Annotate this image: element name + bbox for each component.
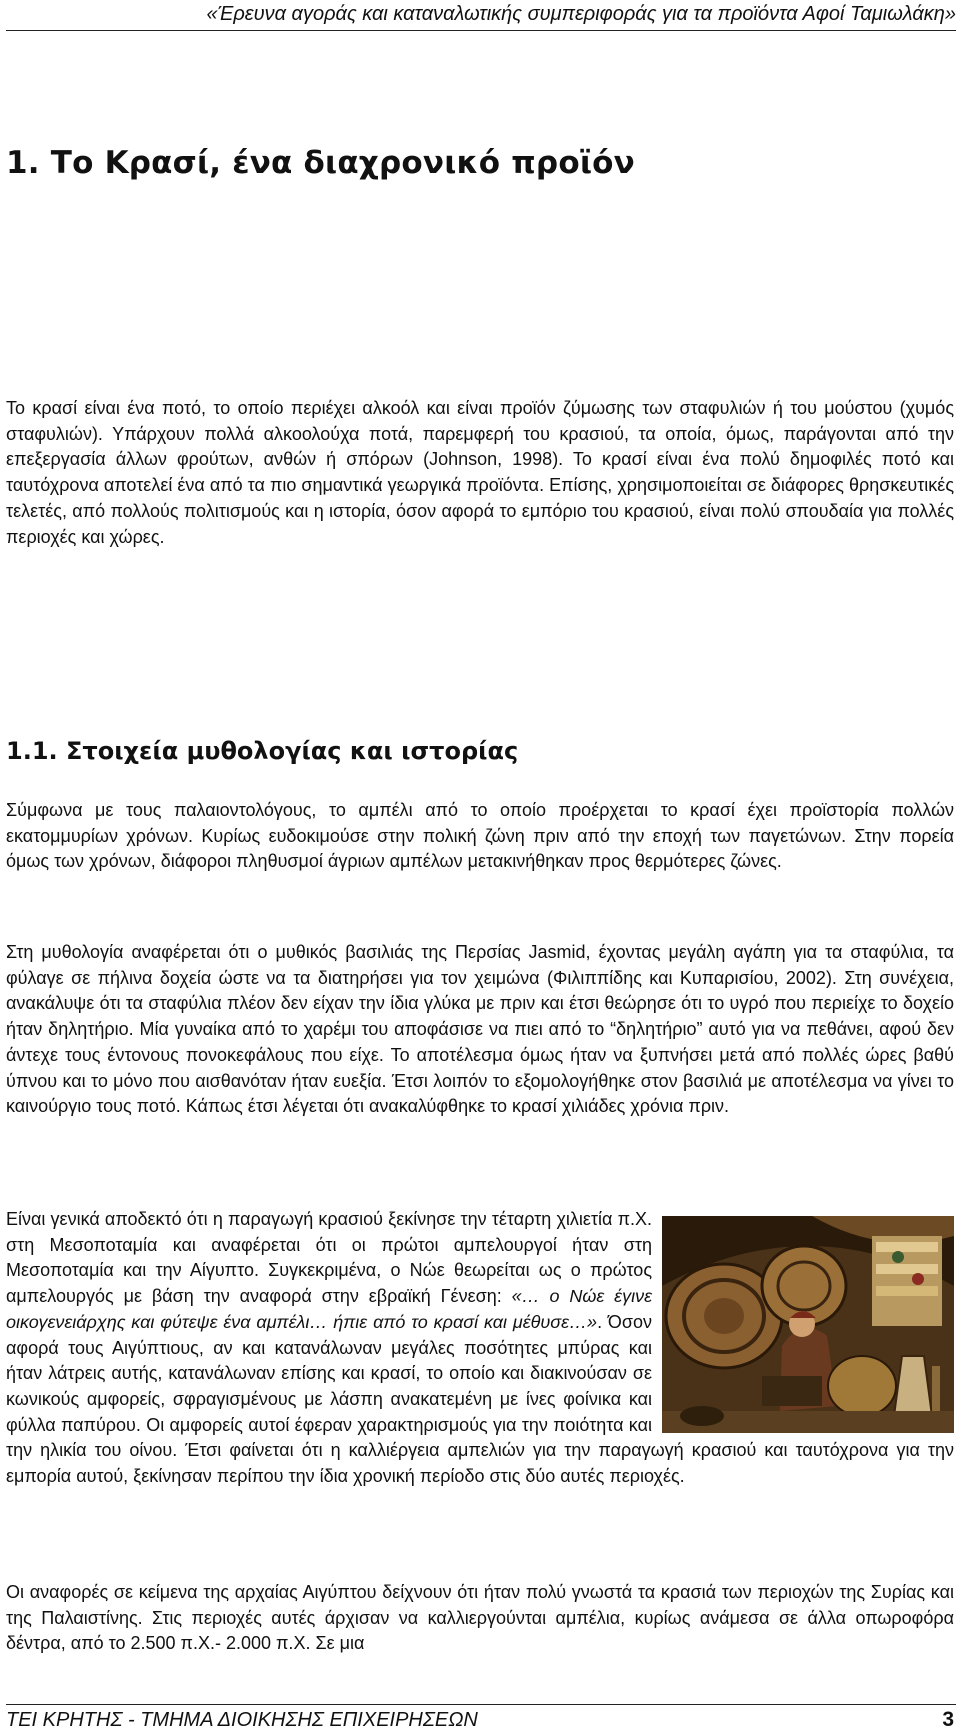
footer-rule xyxy=(6,1704,956,1705)
footer-institution: ΤΕΙ ΚΡΗΤΗΣ - ΤΜΗΜΑ ΔΙΟΙΚΗΣΗΣ ΕΠΙΧΕΙΡΗΣΕΩΝ xyxy=(6,1709,478,1731)
history-intro: Είναι γενικά αποδεκτό ότι η παραγωγή κρασιού ξεκίνησε την τέταρτη χιλιετία π.Χ. στη Μεσοποταμία και αναφέρεται ότι οι πρώτοι αμπελουργοί ήταν στη Μεσοποταμία και την Αίγυπτο. Συγκεκριμένα, ο Νώε θεωρείται ως ο πρώτος αμπελουργός με βάση την αναφορά στην εβραϊκή Γένεση: xyxy=(6,1209,652,1307)
header-rule xyxy=(6,30,956,31)
page-number: 3 xyxy=(942,1708,954,1731)
running-header: «Έρευνα αγοράς και καταναλωτικής συμπεριφοράς για τα προϊόντα Αφοί Ταμιωλάκη» xyxy=(206,3,956,25)
paragraph-intro: Το κρασί είναι ένα ποτό, το οποίο περιέχει αλκοόλ και είναι προϊόν ζύμωσης των σταφυλιών ή του μούστου (χυμός σταφυλιών). Υπάρχουν πολλά αλκοολούχα ποτά, παρεμφερή του κρασιού, τα οποία, όμως, παράγονται από την επεξεργασία άλλων φρούτων, ανθών ή σπόρων (Johnson, 1998). Το κρασί είναι ένα πολύ δημοφιλές ποτό και ταυτόχρονα αποτελεί ένα από τα πιο σημαντικά γεωργικά προϊόντα. Επίσης, χρησιμοποιείται σε διάφορες θρησκευτικές τελετές, από πολλούς πολιτισμούς και η ιστορία, όσον αφορά το εμπόριο του κρασιού, είναι πολύ σπουδαία για πολλές περιοχές και χώρες. xyxy=(6,398,954,547)
paragraph-mythology: Στη μυθολογία αναφέρεται ότι ο μυθικός βασιλιάς της Περσίας Jasmid, έχοντας μεγάλη αγάπη για τα σταφύλια, τα φύλαγε σε πήλινα δοχεία ώστε να τα διατηρήσει για τον χειμώνα (Φιλιππίδης και Κυπαρισίου, 2002). Στη συνέχεια, ανακάλυψε ότι τα σταφύλια πλέον δεν είχαν την ίδια γλύκα με πριν και έτσι θεώρησε ότι το υγρό που περιείχε το δοχείο ήταν δηλητήριο. Μία γυναίκα από το χαρέμι του αποφάσισε να πιει από το “δηλητήριο” αυτό για να πεθάνει, αφού δεν άντεχε τους έντονους πονοκεφάλους που είχε. Το αποτέλεσμα όμως ήταν να ξυπνήσει μετά από πολλές ώρες βαθύ ύπνου και το μόνο που αισθανόταν ήταν ευεξία. Έτσι λοιπόν το εξομολογήθηκε στον βασιλιά με αποτέλεσμα να γίνει το καινούργιο τους ποτό. Κάπως έτσι λέγεται ότι ανακαλύφθηκε το κρασί χιλιάδες χρόνια πριν. xyxy=(6,942,954,1117)
paragraph-syria-palestine: Οι αναφορές σε κείμενα της αρχαίας Αιγύπτου δείχνουν ότι ήταν πολύ γνωστά τα κρασιά των περιοχών της Συρίας και της Παλαιστίνης. Στις περιοχές αυτές άρχισαν να καλλιεργούνται αμπέλια, κυρίως ανάμεσα σε άλλα οπωροφόρα δέντρα, από το 2.500 π.Χ.- 2.000 π.Χ. Σε μια xyxy=(6,1582,954,1654)
genesis-quote: «… ο Νώε έγινε οικογενειάρχης και φύτεψε ένα αμπέλι… ήπιε από το κρασί και μέθυσε…» xyxy=(6,1286,652,1332)
history-rest: . Όσον αφορά τους Αιγύπτιους, αν και κατανάλωναν μεγάλες ποσότητες μπύρας και ήταν λάτρεις αυτής, κατανάλωναν επίσης και κρασί, το οποίο και διακινούσαν σε κωνικούς αμφορείς, σφραγισμένους με λάσπη ανακατεμένη με ίνες φοίνικα και φύλλα παπύρου. Οι αμφορείς αυτοί έφεραν χαρακτηρισμούς για την ποιότητα και την ηλικία του οίνου. Έτσι φαίνεται ότι η καλλιέργεια αμπελιών για την παραγωγή κρασιού και ταυτόχρονα για την εμπορία αυτού, ξεκίνησαν περίπου την ίδια χρονική περίοδο στις δύο αυτές περιοχές. xyxy=(6,1311,954,1487)
paragraph-paleontology: Σύμφωνα με τους παλαιοντολόγους, το αμπέλι από το οποίο προέρχεται το κρασί έχει προϊστορία πολλών εκατομμυρίων χρόνων. Κυρίως ευδοκιμούσε στην πολική ζώνη πριν από την εποχή των παγετώνων. Στην πορεία όμως των χρόνων, διάφοροι πληθυσμοί άγριων αμπέλων μετακινήθηκαν προς θερμότερες ζώνες. xyxy=(6,800,954,872)
section-title: 1.1. Στοιχεία μυθολογίας και ιστορίας xyxy=(6,737,519,765)
wine-cellar-illustration xyxy=(662,1216,954,1433)
chapter-title: 1. Το Κρασί, ένα διαχρονικό προϊόν xyxy=(6,145,635,181)
